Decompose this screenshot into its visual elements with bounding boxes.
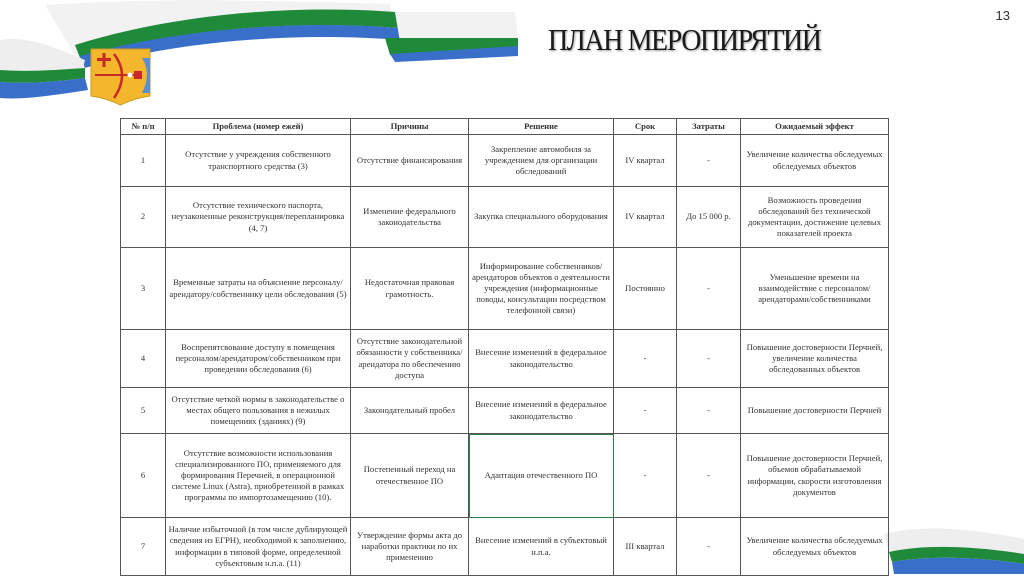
table-row (121, 388, 889, 434)
cell-solution[interactable]: Внесение изменений в федеральное законодательство (469, 388, 614, 434)
cell-solution[interactable]: Адаптация отечественного ПО (469, 434, 614, 518)
cell-number[interactable]: 4 (121, 330, 166, 388)
action-plan-table (120, 118, 889, 576)
cell-number[interactable]: 2 (121, 187, 166, 248)
cell-solution[interactable]: Закупка специального оборудования (469, 187, 614, 248)
header-number: № п/п (121, 119, 166, 135)
header-deadline: Срок (614, 119, 677, 135)
cell-problem[interactable]: Отсутствие у учреждения собственного транспортного средства (3) (166, 135, 351, 187)
cell-causes[interactable]: Недостаточная правовая грамотность. (351, 248, 469, 330)
cell-causes[interactable]: Утверждение формы акта до наработки практики по их применению (351, 518, 469, 576)
flag-ribbon-decoration (0, 0, 520, 115)
cell-deadline[interactable]: IV квартал (614, 187, 677, 248)
flag-ribbon-decoration-bottom (884, 524, 1024, 574)
cell-solution[interactable]: Внесение изменений в федеральное законодательство (469, 330, 614, 388)
cell-effect[interactable]: Увеличение количества обследуемых обследуемых объектов (741, 518, 889, 576)
cell-number[interactable]: 7 (121, 518, 166, 576)
cell-deadline[interactable]: III квартал (614, 518, 677, 576)
cell-causes[interactable]: Законодательный пробел (351, 388, 469, 434)
cell-causes[interactable]: Отсутствие финансирования (351, 135, 469, 187)
coat-of-arms-logo (90, 48, 151, 106)
cell-deadline[interactable]: - (614, 388, 677, 434)
table-row (121, 518, 889, 576)
header-causes: Причины (351, 119, 469, 135)
cell-number[interactable]: 3 (121, 248, 166, 330)
header-problem: Проблема (номер ежей) (166, 119, 351, 135)
page-number: 13 (995, 8, 1010, 23)
header-solution: Решение (469, 119, 614, 135)
cell-solution[interactable]: Информирование собственников/арендаторов объектов о деятельности учреждения (информационные поводы, консультации посредством телефонной связи) (469, 248, 614, 330)
table-row (121, 248, 889, 330)
cell-problem[interactable]: Воспрепятсвование доступу в помещения персоналом/арендатором/собственником при проведении обследования (6) (166, 330, 351, 388)
cell-problem[interactable]: Наличие избыточной (в том числе дублирующей сведения из ЕГРН), необходимой к заполнению, информации в типовой форме, определенной субъектовым н.п.а. (11) (166, 518, 351, 576)
cell-causes[interactable]: Изменение федерального законодательства (351, 187, 469, 248)
cell-problem[interactable]: Отсутствие четкой нормы в законодательстве о местах общего пользования в нежилых помещениях (зданиях) (9) (166, 388, 351, 434)
cell-costs[interactable]: - (677, 330, 741, 388)
cell-deadline[interactable]: - (614, 330, 677, 388)
cell-costs[interactable]: - (677, 388, 741, 434)
table-row (121, 187, 889, 248)
cell-costs[interactable]: - (677, 135, 741, 187)
cell-deadline[interactable]: IV квартал (614, 135, 677, 187)
cell-solution[interactable]: Закрепление автомобиля за учреждением для организации обследований (469, 135, 614, 187)
cell-solution[interactable]: Внесение изменений в субъектовый н.п.а. (469, 518, 614, 576)
cell-problem[interactable]: Временные затраты на объяснение персоналу/арендатору/собственнику цели обследования (5) (166, 248, 351, 330)
cell-problem[interactable]: Отсутствие возможности использования специализированного ПО, применяемого для формирования Перечней, в операционной системе Linux (Astra), приобретенной в рамках программы по импортозамещению (10). (166, 434, 351, 518)
cell-effect[interactable]: Увеличение количества обследуемых обследуемых объектов (741, 135, 889, 187)
cell-effect[interactable]: Возможность проведения обследований без технической документации, достижение целевых показателей проекта (741, 187, 889, 248)
table-header-row (121, 119, 889, 135)
cell-number[interactable]: 1 (121, 135, 166, 187)
cell-effect[interactable]: Повышение достоверности Перчней, увеличение количества обследованных объектов (741, 330, 889, 388)
cell-causes[interactable]: Отсутствие законодательной обязанности у собственника/арендатора по обеспечению доступа (351, 330, 469, 388)
cell-effect[interactable]: Уменьшение времени на взаимодействие с персоналом/арендаторами/собственниками (741, 248, 889, 330)
cell-costs[interactable]: - (677, 434, 741, 518)
cell-costs[interactable]: - (677, 518, 741, 576)
cell-number[interactable]: 5 (121, 388, 166, 434)
cell-costs[interactable]: - (677, 248, 741, 330)
table-row (121, 434, 889, 518)
page-title: ПЛАН МЕРОПИРЯТИЙ (548, 22, 821, 57)
cell-causes[interactable]: Постепенный переход на отечественное ПО (351, 434, 469, 518)
cell-deadline[interactable]: Постоянно (614, 248, 677, 330)
cell-effect[interactable]: Повышение достоверности Перчней, объемов обрабатываемой информации, скорости изготовления документов (741, 434, 889, 518)
cell-problem[interactable]: Отсутствие технического паспорта, неузаконенные реконструкция/перепланировка (4, 7) (166, 187, 351, 248)
cell-number[interactable]: 6 (121, 434, 166, 518)
table-row (121, 135, 889, 187)
cell-effect[interactable]: Повышение достоверности Перчней (741, 388, 889, 434)
cell-costs[interactable]: До 15 000 р. (677, 187, 741, 248)
cell-deadline[interactable]: - (614, 434, 677, 518)
header-effect: Ожидаемый эффект (741, 119, 889, 135)
header-costs: Затраты (677, 119, 741, 135)
table-row (121, 330, 889, 388)
